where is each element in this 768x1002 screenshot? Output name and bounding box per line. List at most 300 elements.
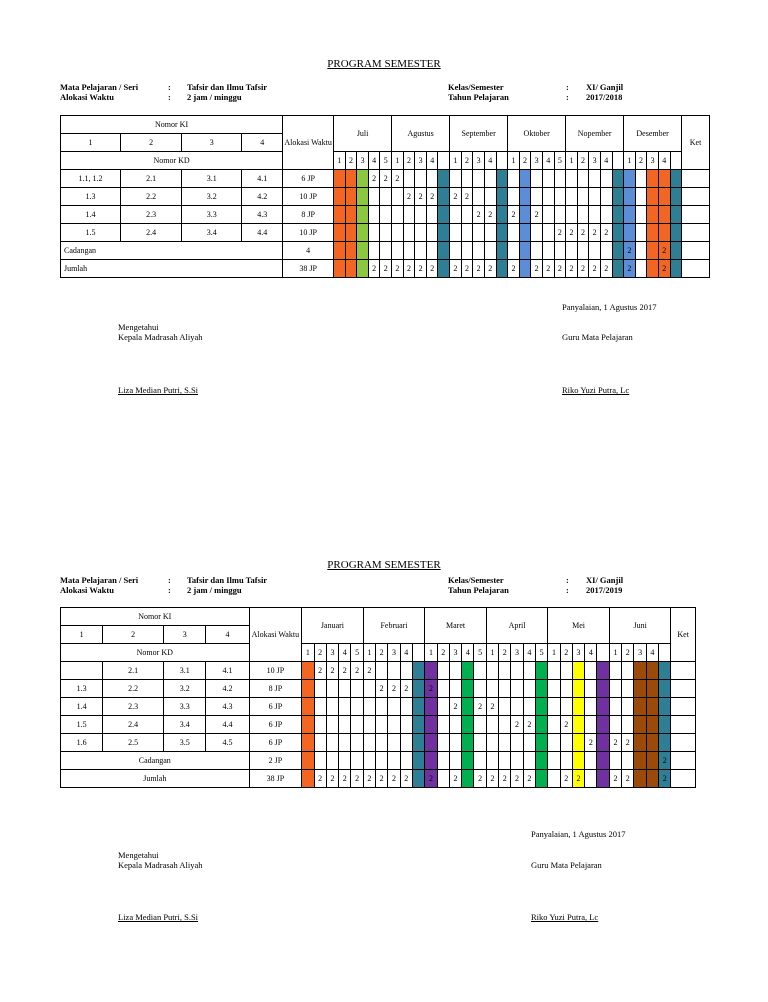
semester-table	[60, 115, 710, 278]
kd-cell: 1.1, 1.2	[61, 170, 121, 188]
week-cell	[519, 206, 531, 224]
week-cell	[634, 752, 646, 770]
week-header: 2	[499, 644, 511, 662]
week-cell	[597, 680, 609, 698]
ket-cell	[671, 698, 696, 716]
week-cell: 2	[363, 662, 375, 680]
week-cell	[326, 698, 338, 716]
week-cell	[572, 662, 584, 680]
kd-cell: 3.1	[164, 662, 206, 680]
week-cell	[314, 716, 326, 734]
week-cell	[511, 698, 523, 716]
kelas-value: XI/ Ganjil	[586, 575, 624, 585]
kd-cell: 4.5	[206, 734, 249, 752]
week-cell	[345, 188, 357, 206]
alokasi-header: Alokasi Waktu	[249, 608, 302, 662]
sign-left-block	[118, 850, 203, 870]
week-cell	[646, 716, 658, 734]
week-cell	[363, 716, 375, 734]
week-cell: 2	[600, 260, 612, 278]
week-cell: 2	[554, 224, 566, 242]
alokasi-value: 2 jam / minggu	[187, 585, 242, 595]
week-header: 1	[486, 644, 498, 662]
table-row	[61, 170, 710, 188]
week-cell	[486, 752, 498, 770]
week-cell	[624, 206, 636, 224]
week-cell	[473, 188, 485, 206]
week-header: 4	[658, 152, 670, 170]
week-header	[597, 644, 609, 662]
week-cell	[449, 734, 461, 752]
week-cell	[345, 260, 357, 278]
week-cell	[426, 224, 438, 242]
ket-cell	[682, 188, 710, 206]
week-cell	[412, 698, 424, 716]
week-cell	[597, 698, 609, 716]
week-cell	[449, 662, 461, 680]
week-cell: 2	[484, 260, 496, 278]
colon: :	[566, 82, 569, 92]
week-cell	[634, 716, 646, 734]
week-cell	[363, 752, 375, 770]
mengetahui-text: Mengetahui	[118, 850, 159, 860]
kd-cell: 3.2	[164, 680, 206, 698]
week-cell: 2	[392, 170, 404, 188]
alokasi-cell: 8 JP	[249, 680, 302, 698]
week-cell	[326, 716, 338, 734]
week-cell: 2	[403, 188, 415, 206]
week-header	[612, 152, 624, 170]
week-cell	[462, 716, 474, 734]
week-cell	[357, 224, 369, 242]
week-cell	[496, 170, 508, 188]
week-header: 3	[326, 644, 338, 662]
week-cell	[542, 224, 554, 242]
week-cell	[566, 170, 578, 188]
sign-place-date: Panyalaian, 1 Agustus 2017	[562, 302, 657, 312]
week-cell	[554, 170, 566, 188]
week-cell: 2	[624, 242, 636, 260]
week-cell: 2	[388, 680, 400, 698]
week-cell: 2	[450, 260, 462, 278]
week-cell: 2	[560, 716, 572, 734]
week-header: 2	[403, 152, 415, 170]
week-cell	[403, 224, 415, 242]
week-cell	[415, 170, 427, 188]
week-cell	[363, 680, 375, 698]
ket-cell	[671, 662, 696, 680]
row-label: Cadangan	[61, 752, 250, 770]
week-cell	[376, 662, 388, 680]
week-header: 4	[368, 152, 380, 170]
week-cell	[589, 206, 601, 224]
table-row	[61, 752, 696, 770]
week-cell: 2	[380, 170, 392, 188]
week-cell	[542, 206, 554, 224]
week-cell: 2	[474, 770, 486, 788]
kd-cell: 3.3	[182, 206, 242, 224]
week-cell	[461, 170, 473, 188]
week-cell	[351, 698, 363, 716]
week-cell	[499, 734, 511, 752]
ki-col-header: 2	[103, 626, 164, 644]
week-cell	[380, 242, 392, 260]
tahun-value: 2017/2019	[586, 585, 623, 595]
kd-cell: 4.2	[242, 188, 283, 206]
nomor-kd-header: Nomor KD	[61, 152, 283, 170]
week-cell	[363, 734, 375, 752]
week-cell	[554, 242, 566, 260]
kd-cell: 4.3	[206, 698, 249, 716]
week-cell	[499, 680, 511, 698]
kd-cell: 4.4	[206, 716, 249, 734]
week-cell: 2	[523, 770, 535, 788]
tahun-label: Tahun Pelajaran	[448, 585, 509, 595]
kd-cell: 1.3	[61, 680, 103, 698]
week-cell	[380, 224, 392, 242]
week-cell	[496, 260, 508, 278]
ket-cell	[671, 680, 696, 698]
week-cell	[438, 242, 450, 260]
mapel-label: Mata Pelajaran / Seri	[60, 82, 139, 92]
week-cell	[511, 662, 523, 680]
ket-cell	[682, 260, 710, 278]
week-header: 3	[647, 152, 659, 170]
week-cell	[646, 734, 658, 752]
kepala-text: Kepala Madrasah Aliyah	[118, 860, 203, 870]
week-cell	[461, 242, 473, 260]
row-label: Jumlah	[61, 770, 250, 788]
week-cell: 2	[368, 260, 380, 278]
week-cell	[484, 224, 496, 242]
week-cell	[523, 734, 535, 752]
week-cell	[589, 242, 601, 260]
week-cell	[658, 188, 670, 206]
week-cell	[400, 734, 412, 752]
week-cell	[450, 224, 462, 242]
week-cell	[412, 734, 424, 752]
week-header: 1	[508, 152, 520, 170]
ket-cell	[671, 752, 696, 770]
week-header: 1	[566, 152, 578, 170]
week-cell	[437, 734, 449, 752]
alokasi-cell: 38 JP	[249, 770, 302, 788]
week-cell	[339, 698, 351, 716]
month-header: Juni	[609, 608, 671, 644]
week-header: 5	[380, 152, 392, 170]
week-cell	[670, 260, 682, 278]
week-cell: 2	[577, 260, 589, 278]
week-cell	[314, 680, 326, 698]
week-cell	[609, 716, 621, 734]
week-cell: 2	[461, 260, 473, 278]
week-cell	[449, 752, 461, 770]
week-cell	[412, 770, 424, 788]
tahun-value: 2017/2018	[586, 92, 623, 102]
week-cell	[412, 716, 424, 734]
week-cell	[508, 242, 520, 260]
week-cell	[376, 734, 388, 752]
kd-cell: 2.4	[121, 224, 182, 242]
week-cell	[339, 680, 351, 698]
week-cell	[577, 206, 589, 224]
week-cell	[462, 734, 474, 752]
week-cell	[474, 716, 486, 734]
colon: :	[566, 575, 569, 585]
kd-cell: 2.2	[103, 680, 164, 698]
week-cell	[635, 188, 647, 206]
alokasi-cell: 6 JP	[249, 734, 302, 752]
kd-cell: 1.6	[61, 734, 103, 752]
ki-col-header: 3	[164, 626, 206, 644]
week-cell	[461, 224, 473, 242]
alokasi-label: Alokasi Waktu	[60, 585, 114, 595]
week-cell	[634, 662, 646, 680]
week-cell	[542, 188, 554, 206]
week-cell	[388, 716, 400, 734]
week-cell	[388, 662, 400, 680]
week-cell: 2	[609, 734, 621, 752]
week-cell: 2	[474, 698, 486, 716]
week-cell	[449, 716, 461, 734]
week-cell	[523, 662, 535, 680]
week-cell: 2	[560, 770, 572, 788]
nomor-kd-header: Nomor KD	[61, 644, 250, 662]
week-cell	[670, 242, 682, 260]
week-cell	[523, 698, 535, 716]
week-cell	[415, 224, 427, 242]
week-cell: 2	[314, 770, 326, 788]
week-cell	[508, 224, 520, 242]
week-cell	[670, 188, 682, 206]
week-cell	[474, 662, 486, 680]
week-cell	[437, 716, 449, 734]
week-cell	[314, 752, 326, 770]
week-cell: 2	[314, 662, 326, 680]
week-cell: 2	[425, 770, 437, 788]
week-header: 3	[415, 152, 427, 170]
week-cell: 2	[531, 260, 543, 278]
signer-left-name: Liza Median Putri, S.Si	[118, 912, 199, 922]
signer-right-name: Riko Yuzi Putra, Lc	[562, 385, 630, 395]
week-cell	[473, 170, 485, 188]
week-cell	[585, 680, 597, 698]
month-header: Desember	[624, 116, 682, 152]
week-cell	[589, 188, 601, 206]
mengetahui-text: Mengetahui	[118, 322, 159, 332]
week-cell: 2	[624, 260, 636, 278]
week-cell	[566, 188, 578, 206]
kd-cell: 3.4	[182, 224, 242, 242]
tahun-label: Tahun Pelajaran	[448, 92, 509, 102]
week-cell	[486, 662, 498, 680]
week-cell	[403, 170, 415, 188]
week-cell	[484, 188, 496, 206]
week-cell	[357, 206, 369, 224]
week-cell: 2	[400, 770, 412, 788]
week-cell	[560, 680, 572, 698]
week-cell	[646, 770, 658, 788]
kd-cell: 2.3	[103, 698, 164, 716]
ket-cell	[671, 716, 696, 734]
week-cell	[508, 188, 520, 206]
week-cell	[400, 662, 412, 680]
week-cell	[486, 734, 498, 752]
week-cell	[531, 188, 543, 206]
week-cell	[412, 752, 424, 770]
week-header: 5	[536, 644, 548, 662]
week-cell	[597, 662, 609, 680]
week-cell	[486, 716, 498, 734]
week-header: 2	[560, 644, 572, 662]
week-cell: 2	[473, 260, 485, 278]
month-header: Oktober	[508, 116, 566, 152]
week-cell	[450, 242, 462, 260]
week-cell	[499, 752, 511, 770]
table-row	[61, 662, 696, 680]
week-cell	[597, 770, 609, 788]
week-cell	[449, 680, 461, 698]
ket-cell	[682, 242, 710, 260]
ki-col-header: 1	[61, 134, 121, 152]
week-cell	[572, 680, 584, 698]
week-cell	[634, 698, 646, 716]
week-cell: 2	[425, 680, 437, 698]
week-header: 2	[437, 644, 449, 662]
week-header	[438, 152, 450, 170]
row-label: Cadangan	[61, 242, 283, 260]
ket-cell	[671, 734, 696, 752]
alokasi-cell: 38 JP	[283, 260, 334, 278]
week-cell	[647, 224, 659, 242]
week-cell	[646, 698, 658, 716]
week-cell	[351, 680, 363, 698]
week-cell	[484, 242, 496, 260]
week-cell	[670, 170, 682, 188]
table-row	[61, 260, 710, 278]
week-cell: 2	[609, 770, 621, 788]
week-cell	[548, 662, 560, 680]
colon: :	[168, 585, 171, 595]
week-cell	[519, 260, 531, 278]
week-cell	[345, 242, 357, 260]
kd-cell: 4.4	[242, 224, 283, 242]
week-cell	[519, 188, 531, 206]
ki-col-header: 1	[61, 626, 103, 644]
week-cell	[368, 206, 380, 224]
week-cell	[403, 206, 415, 224]
week-cell	[302, 698, 314, 716]
table-row	[61, 734, 696, 752]
week-cell	[380, 206, 392, 224]
table-row	[61, 188, 710, 206]
alokasi-value: 2 jam / minggu	[187, 92, 242, 102]
week-cell	[450, 170, 462, 188]
week-cell	[357, 242, 369, 260]
week-cell	[634, 680, 646, 698]
week-cell	[635, 206, 647, 224]
week-cell	[302, 662, 314, 680]
week-cell	[351, 716, 363, 734]
week-cell	[334, 224, 346, 242]
week-cell	[334, 242, 346, 260]
table-row	[61, 242, 710, 260]
week-cell	[392, 206, 404, 224]
kd-cell: 1.4	[61, 698, 103, 716]
week-cell	[658, 224, 670, 242]
week-cell	[659, 698, 671, 716]
week-header: 1	[624, 152, 636, 170]
week-cell	[612, 188, 624, 206]
week-header: 4	[585, 644, 597, 662]
week-cell	[622, 680, 634, 698]
week-header: 4	[462, 644, 474, 662]
week-cell	[345, 206, 357, 224]
week-cell	[536, 770, 548, 788]
week-cell: 2	[600, 224, 612, 242]
week-cell	[635, 260, 647, 278]
week-cell	[635, 242, 647, 260]
page-title: PROGRAM SEMESTER	[327, 58, 441, 70]
week-cell	[392, 242, 404, 260]
month-header: April	[486, 608, 547, 644]
week-cell	[548, 680, 560, 698]
month-header: Januari	[302, 608, 364, 644]
ket-cell	[682, 224, 710, 242]
kd-cell: 4.2	[206, 680, 249, 698]
week-cell	[334, 206, 346, 224]
week-header: 1	[392, 152, 404, 170]
week-cell	[450, 206, 462, 224]
week-cell	[612, 260, 624, 278]
week-header: 3	[634, 644, 646, 662]
week-cell: 2	[622, 770, 634, 788]
week-cell	[474, 752, 486, 770]
colon: :	[566, 585, 569, 595]
week-header: 3	[357, 152, 369, 170]
week-cell: 2	[659, 752, 671, 770]
week-cell: 2	[326, 770, 338, 788]
week-cell	[461, 206, 473, 224]
week-cell	[519, 242, 531, 260]
week-cell	[577, 242, 589, 260]
week-cell	[376, 698, 388, 716]
week-cell	[646, 662, 658, 680]
week-cell	[624, 170, 636, 188]
kelas-label: Kelas/Semester	[448, 82, 504, 92]
week-cell: 2	[658, 260, 670, 278]
row-label: Jumlah	[61, 260, 283, 278]
week-cell	[622, 716, 634, 734]
kd-cell	[61, 662, 103, 680]
info-left	[60, 82, 267, 102]
guru-text: Guru Mata Pelajaran	[562, 332, 633, 342]
week-header	[412, 644, 424, 662]
week-header: 1	[548, 644, 560, 662]
ki-col-header: 2	[121, 134, 182, 152]
kd-cell: 2.2	[121, 188, 182, 206]
week-cell	[585, 770, 597, 788]
week-header: 4	[426, 152, 438, 170]
alokasi-header: Alokasi Waktu	[283, 116, 334, 170]
week-cell: 2	[659, 770, 671, 788]
week-cell: 2	[363, 770, 375, 788]
info-right	[448, 82, 623, 102]
week-cell	[585, 716, 597, 734]
week-cell	[531, 170, 543, 188]
week-cell	[400, 716, 412, 734]
week-cell	[376, 716, 388, 734]
